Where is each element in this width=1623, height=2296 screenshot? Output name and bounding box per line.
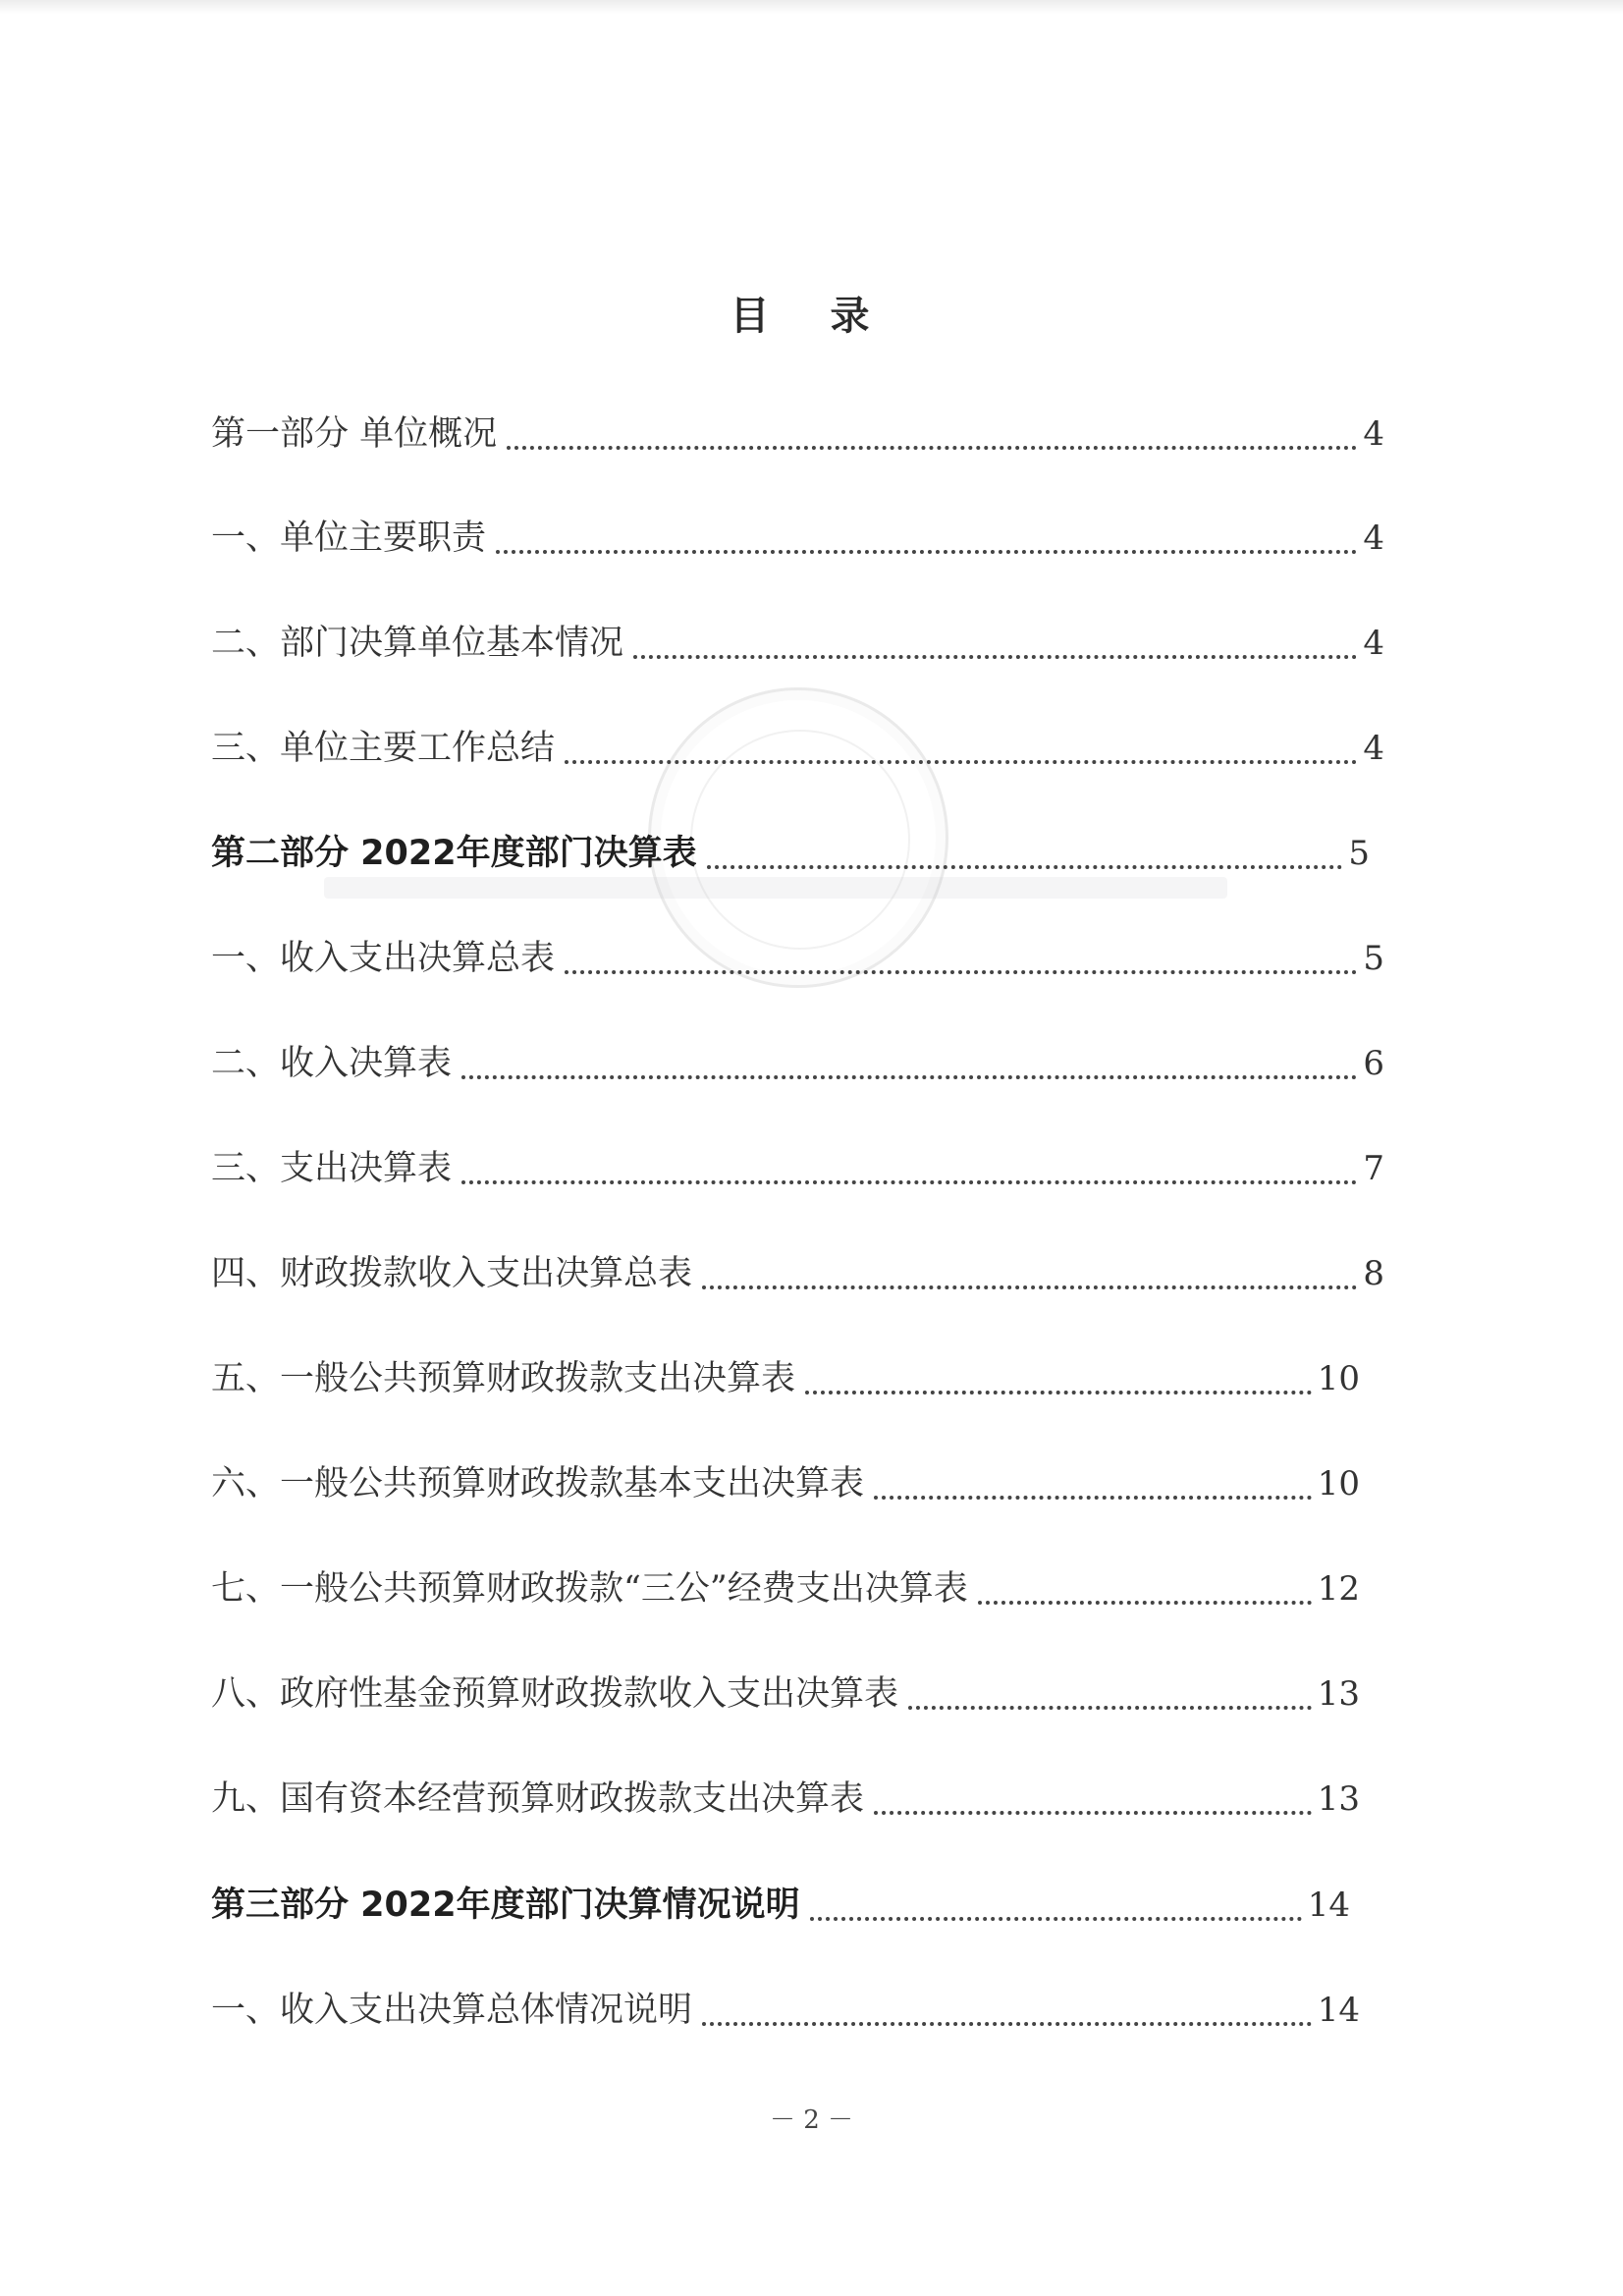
toc-title: 目 录 <box>730 294 893 339</box>
toc-entry[interactable] <box>211 1770 1360 1829</box>
toc-entry-page: 4 <box>1363 624 1384 663</box>
toc-entry-page: 14 <box>1307 1886 1350 1925</box>
toc-dot-leader <box>633 655 1357 659</box>
toc-entry[interactable] <box>211 824 1370 883</box>
toc-entry-page: 8 <box>1363 1254 1384 1293</box>
toc-entry[interactable] <box>211 719 1384 778</box>
toc-entry-label: 九、国有资本经营预算财政拨款支出决算表 <box>211 1779 865 1819</box>
page-number: － 2 － <box>769 2105 854 2135</box>
toc-entry-label: 五、一般公共预算财政拨款支出决算表 <box>211 1359 796 1398</box>
toc-dot-leader <box>565 970 1357 974</box>
toc-dot-leader <box>461 1180 1357 1184</box>
toc-entry-label: 七、一般公共预算财政拨款“三公”经费支出决算表 <box>211 1569 968 1609</box>
toc-entry-label: 三、支出决算表 <box>211 1149 453 1188</box>
toc-dot-leader <box>874 1811 1312 1815</box>
toc-entry[interactable] <box>211 929 1384 988</box>
toc-entry[interactable] <box>211 1981 1360 2040</box>
toc-entry[interactable] <box>211 1559 1360 1618</box>
toc-entry[interactable] <box>211 509 1384 568</box>
toc-entry[interactable] <box>211 1139 1384 1198</box>
toc-entry-page: 14 <box>1317 1991 1360 2030</box>
toc-dot-leader <box>496 550 1357 554</box>
toc-entry-page: 6 <box>1363 1044 1384 1083</box>
toc-entry-label: 二、部门决算单位基本情况 <box>211 624 624 663</box>
toc-entry-label: 一、收入支出决算总体情况说明 <box>211 1991 693 2030</box>
toc-entry-page: 5 <box>1348 834 1370 873</box>
toc-entry-page: 13 <box>1317 1779 1360 1819</box>
toc-dot-leader <box>461 1075 1357 1079</box>
toc-entry[interactable] <box>211 1034 1384 1093</box>
toc-entry-page: 4 <box>1363 519 1384 558</box>
toc-dot-leader <box>702 1285 1357 1289</box>
toc-entry-page: 5 <box>1363 939 1384 978</box>
toc-entry[interactable] <box>211 1665 1360 1723</box>
toc-dot-leader <box>707 865 1343 869</box>
toc-entry-label: 一、单位主要职责 <box>211 519 487 558</box>
toc-entry[interactable] <box>211 1244 1384 1303</box>
toc-entry-page: 13 <box>1317 1674 1360 1714</box>
toc-entry-label: 第二部分 2022年度部门决算表 <box>211 834 697 873</box>
toc-dot-leader <box>874 1496 1312 1500</box>
toc-dot-leader <box>507 446 1357 450</box>
toc-entry[interactable] <box>211 1876 1350 1935</box>
toc-dot-leader <box>978 1601 1312 1605</box>
toc-dot-leader <box>565 760 1357 764</box>
toc-entry[interactable] <box>211 1349 1360 1408</box>
toc-entry-label: 第一部分 单位概况 <box>211 414 498 454</box>
toc-entry[interactable] <box>211 614 1384 673</box>
toc-entry-label: 三、单位主要工作总结 <box>211 729 556 768</box>
toc-entry-page: 4 <box>1363 414 1384 454</box>
toc-entry-page: 10 <box>1317 1359 1360 1398</box>
toc-dot-leader <box>702 2022 1312 2026</box>
toc-entry-page: 10 <box>1317 1464 1360 1503</box>
toc-entry-label: 四、财政拨款收入支出决算总表 <box>211 1254 693 1293</box>
toc-entry-page: 4 <box>1363 729 1384 768</box>
toc-entry-page: 12 <box>1317 1569 1360 1609</box>
toc-entry-label: 六、一般公共预算财政拨款基本支出决算表 <box>211 1464 865 1503</box>
toc-entry-label: 第三部分 2022年度部门决算情况说明 <box>211 1886 800 1925</box>
toc-entry-page: 7 <box>1363 1149 1384 1188</box>
toc-dot-leader <box>908 1706 1312 1710</box>
toc-dot-leader <box>805 1391 1312 1394</box>
toc-dot-leader <box>810 1917 1302 1921</box>
toc-entry-label: 二、收入决算表 <box>211 1044 453 1083</box>
toc-entry-label: 一、收入支出决算总表 <box>211 939 556 978</box>
toc-entry[interactable] <box>211 1454 1360 1513</box>
toc-entry[interactable] <box>211 405 1384 464</box>
toc-entry-label: 八、政府性基金预算财政拨款收入支出决算表 <box>211 1674 899 1714</box>
